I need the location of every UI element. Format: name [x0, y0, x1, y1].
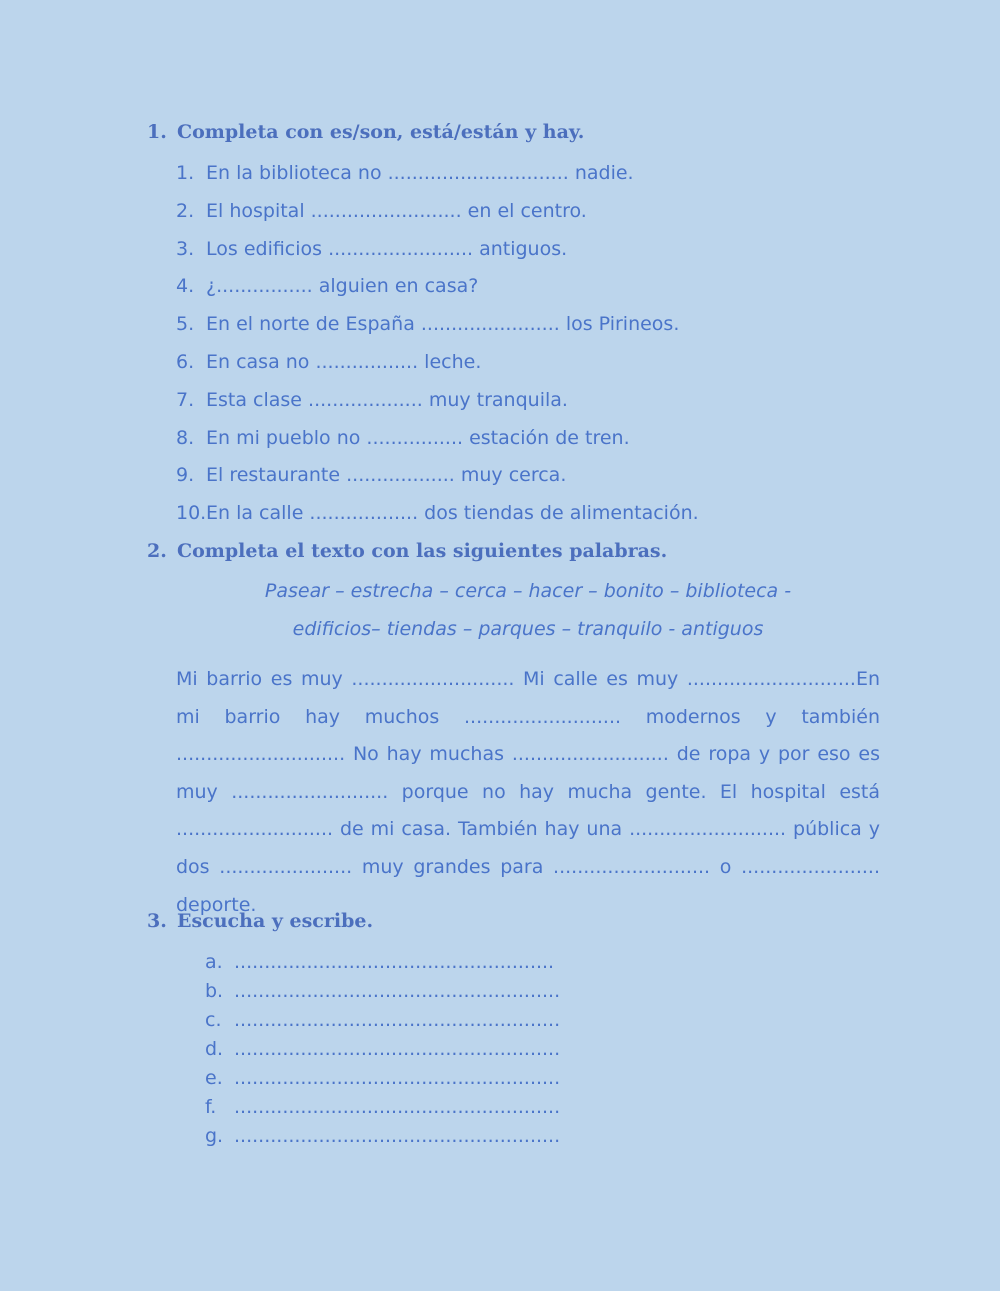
exercise-3-number: 3.	[147, 910, 167, 932]
list-item	[176, 236, 699, 274]
answer-line: ......................................................	[234, 1038, 561, 1060]
item-text: En mi pueblo no ................ estación de tren.	[206, 426, 630, 449]
item-text: El restaurante .................. muy cerca.	[206, 464, 567, 487]
item-text: En casa no ................. leche.	[206, 350, 482, 373]
exercise-3-list	[205, 949, 560, 1152]
item-number: 6.	[176, 350, 195, 373]
answer-line: .....................................................	[234, 951, 555, 973]
word-bank-line-1: Pasear – estrecha – cerca – hacer – bonito – biblioteca -	[264, 580, 792, 602]
item-letter: b.	[205, 980, 224, 1002]
exercise-3-heading	[147, 910, 373, 932]
word-bank-line-2: edificios– tiendas – parques – tranquilo - antiguos	[292, 618, 764, 640]
item-number: 3.	[176, 237, 195, 260]
item-text: Los edificios ........................ antiguos.	[206, 237, 568, 260]
exercise-1-heading	[147, 121, 584, 143]
answer-line: ......................................................	[234, 1096, 561, 1118]
answer-line: ......................................................	[234, 1009, 561, 1031]
item-number: 2.	[176, 199, 195, 222]
exercise-2-text: Mi barrio es muy ........................... Mi calle es muy ............................En mi barrio hay muchos .......................... modernos y también ............................ No hay muchas .......................... de ropa y por eso es muy .......................... porque no hay mucha gente. El hospital está .......................... de mi casa. También hay una .......................... pública y dos ...................... muy grandes para .......................... o ....................... deporte.	[176, 668, 880, 916]
answer-line: ......................................................	[234, 980, 561, 1002]
item-number: 10.	[176, 502, 207, 525]
item-number: 7.	[176, 388, 195, 411]
item-text: En el norte de España ....................... los Pirineos.	[206, 313, 680, 336]
list-item	[205, 949, 560, 978]
exercise-2-number: 2.	[147, 540, 167, 562]
list-item	[205, 1007, 560, 1036]
list-item	[205, 978, 560, 1007]
list-item	[176, 387, 699, 425]
item-letter: a.	[205, 951, 223, 973]
exercise-2-heading	[147, 540, 667, 562]
item-letter: e.	[205, 1067, 223, 1089]
item-text: Esta clase ................... muy tranquila.	[206, 388, 568, 411]
item-number: 4.	[176, 275, 195, 298]
list-item	[176, 311, 699, 349]
exercise-1-number: 1.	[147, 121, 167, 143]
list-item	[205, 1065, 560, 1094]
list-item	[205, 1123, 560, 1152]
item-number: 8.	[176, 426, 195, 449]
exercise-3-title: Escucha y escribe.	[177, 910, 374, 932]
answer-line: ......................................................	[234, 1125, 561, 1147]
list-item	[176, 160, 699, 198]
list-item	[176, 462, 699, 500]
item-number: 9.	[176, 464, 195, 487]
list-item	[176, 500, 699, 538]
exercise-2-title: Completa el texto con las siguientes palabras.	[177, 540, 668, 562]
item-text: En la biblioteca no .............................. nadie.	[206, 162, 634, 184]
item-number: 1.	[176, 162, 195, 184]
item-letter: d.	[205, 1038, 224, 1060]
list-item	[205, 1036, 560, 1065]
item-letter: g.	[205, 1125, 224, 1147]
list-item	[176, 273, 699, 311]
item-text: ¿................ alguien en casa?	[206, 275, 479, 298]
exercise-1-title: Completa con es/son, está/están y hay.	[177, 121, 585, 143]
list-item	[205, 1094, 560, 1123]
list-item	[176, 349, 699, 387]
item-number: 5.	[176, 313, 195, 336]
list-item	[176, 425, 699, 463]
item-text: En la calle .................. dos tiendas de alimentación.	[206, 502, 699, 525]
item-letter: c.	[205, 1009, 222, 1031]
item-text: El hospital ......................... en el centro.	[206, 199, 587, 222]
list-item	[176, 198, 699, 236]
item-letter: f.	[205, 1096, 217, 1118]
answer-line: ......................................................	[234, 1067, 561, 1089]
exercise-1-list	[176, 160, 699, 538]
